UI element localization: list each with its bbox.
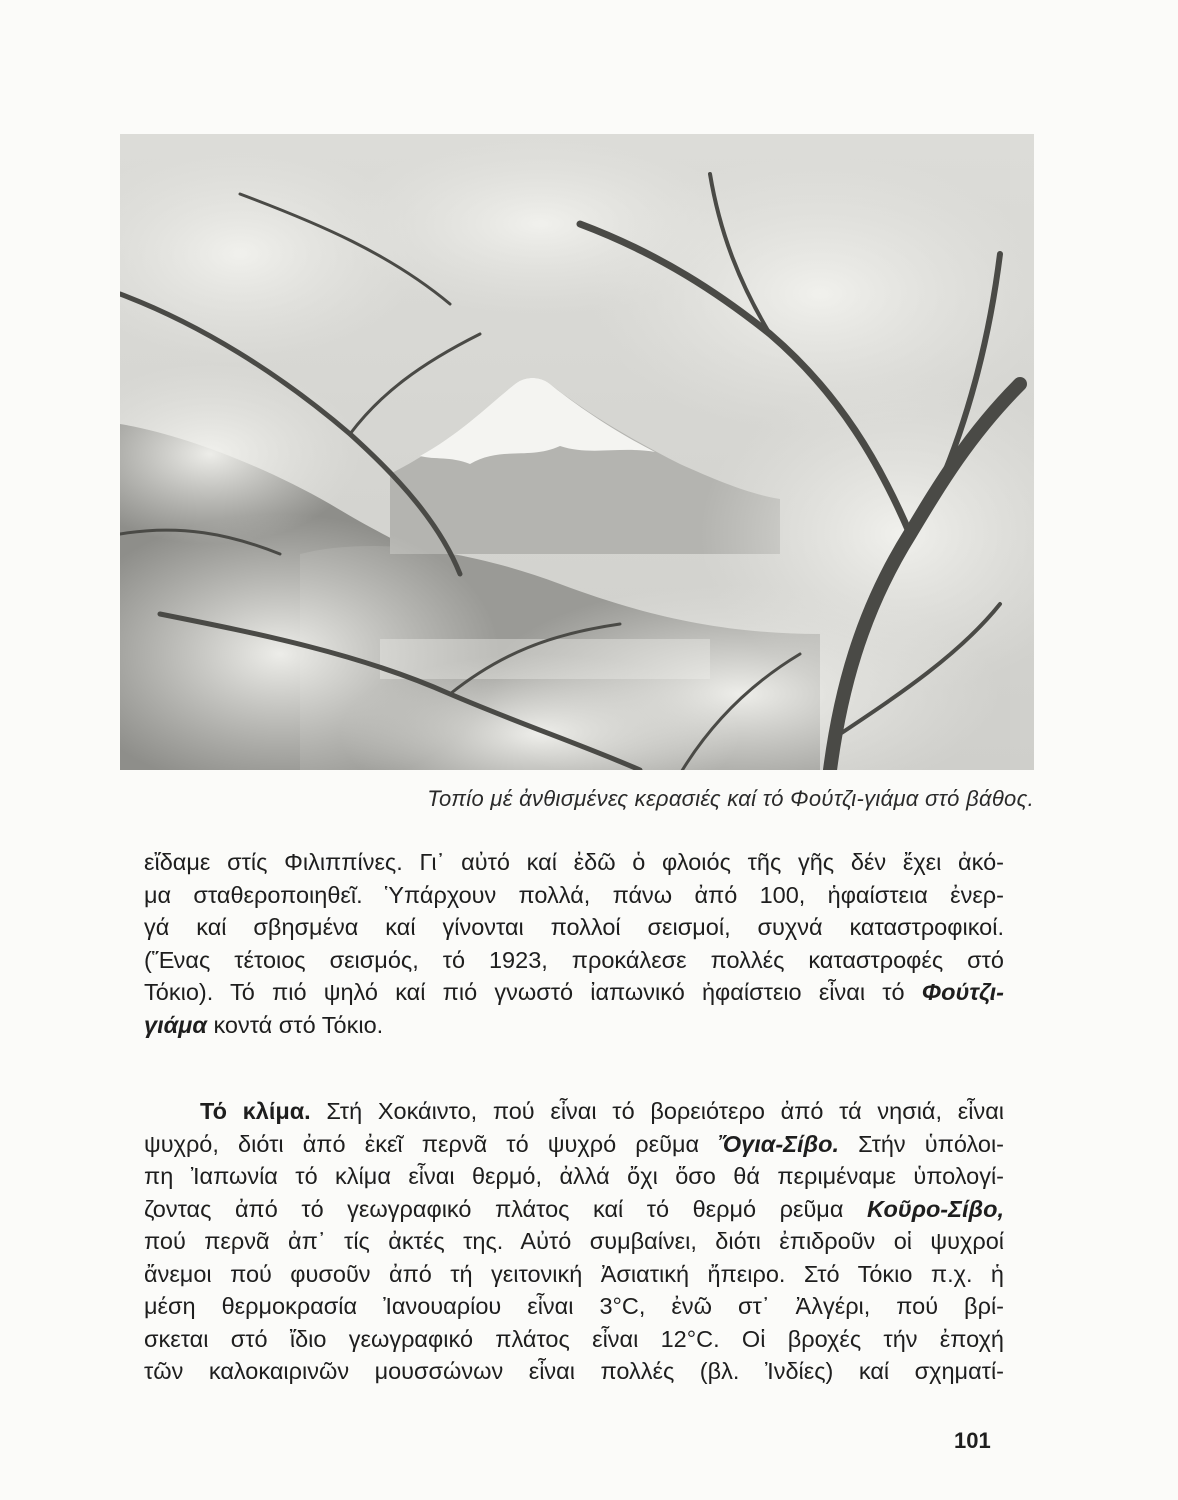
text-line — [144, 1193, 1004, 1226]
text-line — [144, 976, 1004, 1009]
text-line — [144, 1095, 1004, 1128]
text-segment: Τόκιο). Τό πιό ψηλό καί πιό γνωστό ἰαπωνικό ἡφαίστειο εἶναι τό — [144, 979, 922, 1005]
term-oyashio: Ὄγια-Σίβο. — [718, 1130, 840, 1157]
paragraph-climate — [144, 1095, 1004, 1388]
text-line: σκεται στό ἴδιο γεωγραφικό πλάτος εἶναι 12°C. Οἱ βροχές τήν ἐποχή — [144, 1325, 1004, 1352]
photograph-mount-fuji-cherry-blossoms — [120, 134, 1034, 770]
text-line: (Ἕνας τέτοιος σεισμός, τό 1923, προκάλεσε πολλές καταστροφές στό — [144, 946, 1004, 973]
text-line — [144, 1128, 1004, 1161]
text-line: μα σταθεροποιηθεῖ. Ὑπάρχουν πολλά, πάνω ἀπό 100, ἡφαίστεια ἐνερ- — [144, 881, 1004, 908]
term-fuji-cont: γιάμα — [144, 1011, 207, 1038]
paragraph-volcanoes — [144, 846, 1004, 1041]
text-segment: κοντά στό Τόκιο. — [206, 1011, 384, 1038]
text-segment: Στήν ὑπόλοι- — [839, 1130, 1005, 1157]
text-line: τῶν καλοκαιρινῶν μουσσώνων εἶναι πολλές (βλ. Ἰνδίες) καί σχηματί- — [144, 1358, 1004, 1384]
text-segment: ζοντας ἀπό τό γεωγραφικό πλάτος καί τό θερμό ρεῦμα — [144, 1195, 867, 1222]
photo-illustration — [120, 134, 1034, 770]
text-line: ἄνεμοι πού φυσοῦν ἀπό τή γειτονική Ἀσιατική ἤπειρο. Στό Τόκιο π.χ. ἡ — [144, 1260, 1004, 1287]
text-line: πη Ἰαπωνία τό κλίμα εἶναι θερμό, ἀλλά ὄχι ὅσο θά περιμέναμε ὑπολογί- — [144, 1163, 1004, 1189]
text-line: γά καί σβησμένα καί γίνονται πολλοί σεισμοί, συχνά καταστροφικοί. — [144, 914, 1004, 940]
term-fuji: Φούτζι- — [921, 979, 1004, 1005]
text-line: εἴδαμε στίς Φιλιππίνες. Γι᾿ αὐτό καί ἐδῶ ὁ φλοιός τῆς γῆς δέν ἔχει ἀκό- — [144, 849, 1004, 875]
text-segment: ψυχρό, διότι ἀπό ἐκεῖ περνᾶ τό ψυχρό ρεῦμα — [144, 1130, 719, 1157]
term-kuroshio: Κοῦρο-Σίβο, — [866, 1195, 1004, 1222]
text-line: πού περνᾶ ἀπ᾿ τίς ἀκτές της. Αὐτό συμβαίνει, διότι ἐπιδροῦν οἱ ψυχροί — [144, 1228, 1004, 1254]
text-segment: Στή Χοκάιντο, πού εἶναι τό βορειότερο ἀπό τά νησιά, εἶναι — [310, 1098, 1004, 1124]
section-heading-climate: Τό κλίμα. — [200, 1098, 311, 1124]
page-number: 101 — [954, 1428, 991, 1453]
photo-caption: Τοπίο μέ ἀνθισμένες κερασιές καί τό Φούτζι-γιάμα στό βάθος. — [427, 786, 1034, 811]
text-line — [144, 1009, 1004, 1042]
text-line: μέση θερμοκρασία Ἰανουαρίου εἶναι 3°C, ἐνῶ στ᾿ Ἀλγέρι, πού βρί- — [144, 1293, 1004, 1319]
